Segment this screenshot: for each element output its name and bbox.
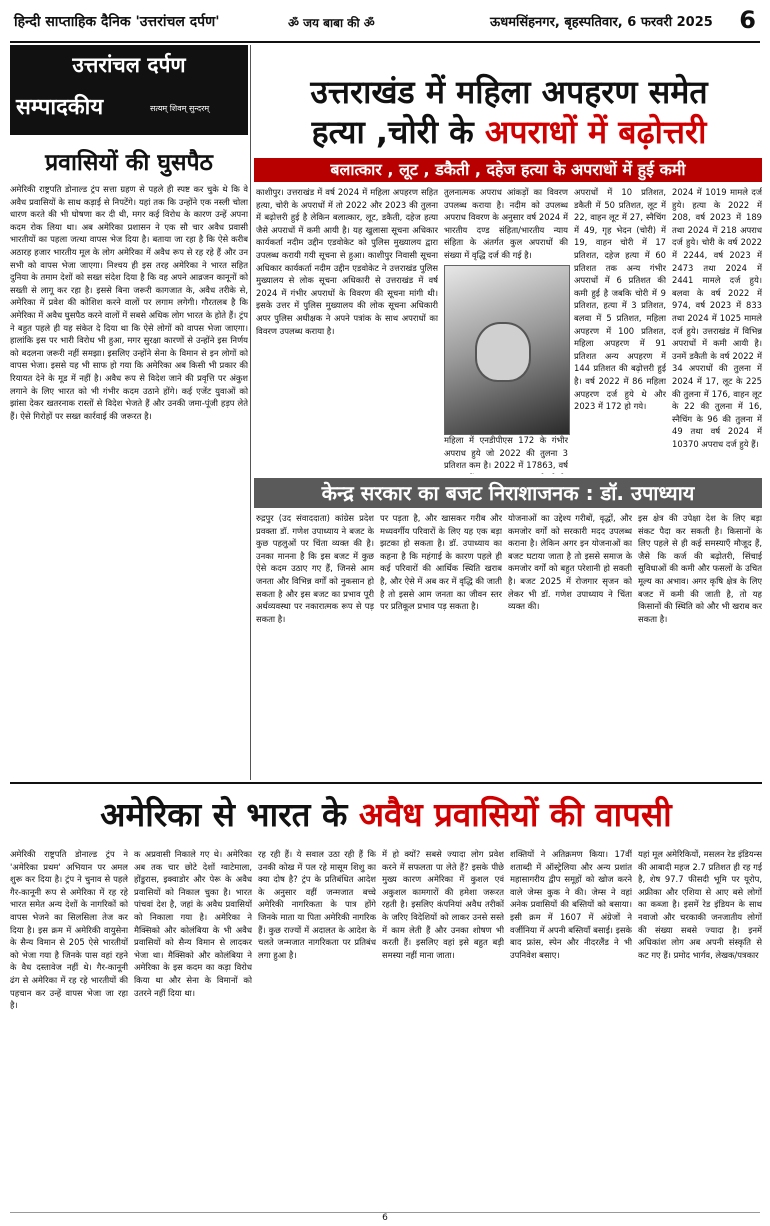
hand-shape (475, 322, 531, 382)
budget-column-4: इस क्षेत्र की उपेक्षा देश के लिए बड़ा संकट पैदा कर सकती है। किसानों के लिए पहले से ही कई समस्याएँ मौजूद हैं, जैसे कि कर्ज की बढ़ोतरी, सिंचाई सुविधाओं की कमी और फसलों के उचित मूल्य का अभाव। अगर कृषि क्षेत्र के लिए बजट में कमी की जाती है, तो यह किसानों की स्थिति को और भी खराब कर सकता है। (638, 513, 762, 624)
lead-photo-caption: महिला में एनडीपीएस 172 के गंभीर अपराध हुये जो 2022 की तुलना 3 प्रतिशत कम है। 2022 में 17863, वर्ष (444, 435, 568, 471)
lead-headline-line1: उत्तराखंड में महिला अपहरण समेत (310, 73, 708, 111)
story3-headline (10, 786, 762, 844)
story3-column-2: क अप्रवासी निकाले गए थे। अमेरिका अब तक चार छोटे देशों ग्वाटेमाला, होंडुरास, इक्वाडोर और पेरू के अवैध प्रवासियों को निकाल चुका है। भारत पांचवां देश है, जहां के अवैध प्रवासियों को निकाला गया है। अमेरिका ने मैक्सिको और कोलंबिया के भी अवैध प्रवासियों को सैन्य विमान से लादकर भेजा था। मैक्सिको और कोलंबिया ने अमेरिका के इस कदम का कड़ा विरोध किया था और सेना के विमानों को उतरने नहीं दिया था। (134, 849, 252, 998)
lead-photo (444, 265, 570, 435)
newspaper-name: हिन्दी साप्ताहिक दैनिक 'उत्तरांचल दर्पण' (14, 14, 220, 30)
header-motto: ॐ जय बाबा की ॐ (288, 16, 375, 30)
section-label: सम्पादकीय (16, 95, 104, 120)
story3-column-5: शक्तियों ने अतिक्रमण किया। 17वीं शताब्दी में ऑस्ट्रेलिया और अन्य प्रशांत महासागरीय द्वीप समूहों को खोज करने वाले जेम्स कुक ने की। जेम्स ने वहां अनेक प्रवासियों की बस्तियों को बसाया। इसी क्रम में 1607 में अंग्रेजों ने वर्जीनिया में अपनी बस्तियाँ बसाई। इसके बाद फ्रांस, स्पेन और नीदरलैंड ने भी उपनिवेश बसाए। (510, 849, 632, 960)
editorial-column (10, 45, 248, 771)
editorial-masthead (10, 45, 248, 135)
masthead-title: उत्तरांचल दर्पण (72, 53, 186, 77)
lead-headline-line2b: अपराधों में बढ़ोत्तरी (484, 113, 707, 151)
story3-headline-a: अमेरिका से भारत के (100, 795, 348, 834)
editorial-title: प्रवासियों की घुसपैठ (45, 150, 213, 176)
lead-column-3: अपराधों में 10 प्रतिशत, डकैती में 50 प्रतिशत, लूट में 22, वाहन लूट में 27, स्नैचिंग में 49, गृह भेदन (चोरी) में 19, वाहन चोरी में 17 प्रतिशत, दहेज हत्या में 60 प्रतिशत तक अन्य गंभीर अपराधों में 6 प्रतिशत की कमी हुई है जबकि चोरी में 9 प्रतिशत, हत्या में 3 प्रतिशत, बलवा में 5 प्रतिशत, महिला अपहरण में 100 प्रतिशत, महिला अपहरण में 91 प्रतिशत अन्य अपहरण में 144 प्रतिशत की बढ़ोत्तरी हुई है। वर्ष 2022 में 86 महिला अपहरण दर्ज हुये थे और 2023 में 172 हो गये। (574, 187, 666, 412)
lead-column-1: काशीपुर। उत्तराखंड में वर्ष 2024 में महिला अपहरण सहित हत्या, चोरी के अपराधों में तो 2022 और 2023 की तुलना में बढ़ोत्तरी हुई है लेकिन बलात्कार, लूट, डकैती, दहेज हत्या जैसे अपराधों में कमी आयी है। यह खुलासा सूचना अधिकार कार्यकर्ता नदीम उद्दीन एडवोकेट को पुलिस मुख्यालय द्वारा उपलब्ध करायी गयी सूचना से हुआ। काशीपुर निवासी सूचना अधिकार कार्यकर्ता नदीम उद्दीन एडवोकेट ने उत्तराखंड पुलिस मुख्यालय से लोक सूचना अधिकारी से उत्तराखंड में वर्ष 2024 में गंभीर अपराधों के विवरण की सूचना मांगी थी। इसके उत्तर में पुलिस मुख्यालय की लोक सूचना अधिकारी अपर पुलिस अधीक्षक ने अपने पत्रांक के साथ अपराधों का विवरण उपलब्ध कराया है। (256, 187, 438, 336)
budget-column-1: रुद्रपुर (उद संवाददाता) कांग्रेस प्रदेश प्रवक्ता डॉ. गणेश उपाध्याय ने बजट के कुछ पहलुओं पर चिंता व्यक्त की है। उनका मानना है कि इस बजट में कुछ ऐसे कदम उठाए गए हैं, जिनसे आम जनता और विभिन्न वर्गों को नुकसान हो सकता है और इस बजट का प्रभाव पूरी अर्थव्यवस्था पर नकारात्मक रूप से पड़ सकता है। (256, 513, 374, 624)
budget-column-2: पर पड़ता है, और खासकर गरीब और मध्यवर्गीय परिवारों के लिए यह एक बड़ा झटका हो सकता है। डॉ. उपाध्याय का कहना है कि महंगाई के कारण पहले ही कई परिवारों की आर्थिक स्थिति खराब है, और ऐसे में अब कर में वृद्धि की जाती है तो इससे आम जनता का जीवन स्तर पर प्रतिकूल प्रभाव पड़ सकता है। (380, 513, 502, 612)
editorial-text: अमेरिकी राष्ट्रपति डोनाल्ड ट्रंप सत्ता ग्रहण से पहले ही स्पष्ट कर चुके थे कि वे अवैध प्रवासियों के साथ कड़ाई से निपटेंगे। यहां तक कि उन्होंने एक नस्ली चोला धारण करते की भी घोषणा कर दी थी, मगर कई विरोध के कारण उन्हें अपना कदम रोक लिया था। अब अमेरिका प्रशासन ने एक सौ चार अवैध प्रवासी भारतीयों का पहला जत्था वापस भेज दिया है। बताया जा रहा है कि ऐसे करीब अठारह हजार भारतीय मूल के लोग अमेरिका में अवैध रूप से रह रहे हैं और उन सभी को वापस भेजा जाएगा। निश्चय ही इस तरह अमेरिका ने भारत सहित दुनिया के तमाम देशों को सख्त संदेश दिया है कि वह अपने आव्रजन कानूनों को सख्ती से लागू कर रहा है। इससे बिना जरूरी कागजात के, अवैध तरीके से, अमेरिका में प्रवेश की कोशिश करने वालों पर लगाम लगेगी। गौरतलब है कि अमेरिका में अवैध घुसपैठ करने वालों में सबसे अधिक लोग भारत के होते हैं। ट्रंप ने बहुत पहले ही यह संकेत दे दिया था कि ऐसे लोगों को वापस भेजा जाएगा। हालांकि इस पर भारी विरोध भी हुआ, मगर सुरक्षा कारणों से उन्होंने इस निर्णय को बदलना जरूरी नहीं समझा। इसलिए उन्होंने सेना के विमान से इन लोगों को वापस भेजा। इससे यह भी साफ हो गया कि अमेरिका अब किसी भी प्रकार की रियायत देने के मूड में नहीं है। अवैध रूप से विदेश जाने की प्रवृत्ति पर अंकुश लगाने के लिए भारत को भी गंभीर कदम उठाने होंगे। कई एजेंट युवाओं को झांसा देकर खतरनाक रास्तों से विदेश भेजते हैं और उनकी जमा-पूंजी हड़प लेते हैं। ऐसे गिरोहों पर सख्त कार्रवाई की जरूरत है। (10, 184, 248, 421)
motto: सत्यम् शिवम् सुन्दरम् (150, 104, 210, 113)
story3-column-6: यहां मूल अमेरिकियों, मसलन रेड इंडियन्स की आबादी महज 2.7 प्रतिशत ही रह गई है, शेष 97.7 फीसदी भूमि पर यूरोप, अफ्रीका और एशिया से आए बसे लोगों का कब्जा है। इसमें रेड इंडियन के साथ नवाजो और चरकाकी जनजातीय लोगों की संख्या सबसे ज्यादा है। इनमें अधिकांश लोग अब अपनी संस्कृति से कट गए हैं। प्रमोद भार्गव, लेखक/पत्रकार (638, 849, 762, 960)
column-divider (250, 45, 251, 780)
budget-column-3: योजनाओं का उद्देश्य गरीबों, वृद्धों, और कमजोर वर्गों को सरकारी मदद उपलब्ध कराना है। लेकिन अगर इन योजनाओं का बजट घटाया जाता है तो इससे समाज के कमजोर वर्गों को बहुत परेशानी हो सकती है। बजट 2025 में रोजगार सृजन को लेकर भी डॉ. गणेश उपाध्याय ने चिंता व्यक्त की। (508, 513, 632, 612)
lead-headline (255, 72, 763, 152)
story3-column-3: रह रही हैं। ये सवाल उठा रही हैं कि उनकी कोख में पल रहे मासूम शिशु का क्या दोष है? ट्रंप के प्रतिबंधित आदेश के अनुसार वहीं जन्मजात बच्चे अमेरिकी नागरिकता के पात्र होंगे जिनके माता या पिता अमेरिकी नागरिक हैं। कुछ राज्यों में अदालत के आदेश के चलते जन्मजात नागरिकता पर प्रतिबंध लगा हुआ है। (258, 849, 376, 960)
story3-headline-b: अवैध प्रवासियों की वापसी (358, 795, 672, 834)
lead-headline-line2a: हत्या ,चोरी के (311, 113, 474, 151)
lead-subheadline: बलात्कार , लूट , डकैती , दहेज हत्या के अपराधों में हुई कमी (254, 158, 762, 182)
page-footer: 6 (10, 1212, 760, 1223)
lead-column-2: तुलनात्मक अपराध आंकड़ों का विवरण उपलब्ध कराया है। नदीम को उपलब्ध अपराध विवरण के अनुसार वर्ष 2024 में भारतीय दण्ड संहिता/भारतीय न्याय संहिता के अंतर्गत कुल अपराधों की संख्या में वृद्धि दर्ज की गई है। (444, 187, 568, 260)
dateline: ऊधमसिंहनगर, बृहस्पतिवार, 6 फरवरी 2025 (490, 15, 713, 30)
page-header (10, 7, 760, 43)
budget-headline: केन्द्र सरकार का बजट निराशाजनक : डॉ. उपाध्याय (254, 478, 762, 508)
story3-column-1: अमेरिकी राष्ट्रपति डोनाल्ड ट्रंप ने 'अमेरिका प्रथम' अभियान पर अमल शुरू कर दिया है। ट्रंप ने चुनाव से पहले गैर-कानूनी रूप से अमेरिका में रह रहे भारत समेत अन्य देशों के नागरिकों को वापस भेजने का सिलसिला तेज कर दिया है। इस क्रम में अमेरिकी वायुसेना के सैन्य विमान से 205 ऐसे भारतीयों को भेजा गया है जिनके पास वहां रहने के वैध दस्तावेज नहीं थे। गैर-कानूनी ढंग से अमेरिका में रह रहे भारतीयों की पहचान कर उन्हें वापस भेजा जा रहा है। (10, 849, 128, 1011)
page-number: 6 (739, 6, 756, 34)
story3-column-4: में हो क्यों? सबसे ज्यादा लोग प्रवेश करने में सफलता पा लेते हैं? इसके पीछे मुख्य कारण अमेरिका में कुशल एवं अकुशल कामगारों की हमेशा जरूरत रहती है। इसलिए कंपनियां अवैध तरीकों के जरिए विदेशियों को लाकर उनसे सस्ते में काम लेती हैं और उनका शोषण भी करती हैं। इसलिए वहां इसे बहुत बड़ी समस्या नहीं माना जाता। (382, 849, 504, 960)
lead-column-4: 2024 में 1019 मामले दर्ज हुये। हत्या के 2022 में 208, वर्ष 2023 में 189 तथा 2024 में 218 अपराध दर्ज हुये। चोरी के वर्ष 2022 में 2244, वर्ष 2023 में 2473 तथा 2024 में 2441 मामले दर्ज हुये। बलवा के वर्ष 2022 में 974, वर्ष 2023 में 833 तथा 2024 में 1025 मामले दर्ज हुये। उत्तराखंड में विभिन्न अपराधों में कमी आयी है। उनमें डकैती के वर्ष 2022 में 34 अपराधों की तुलना में 2024 में 17, लूट के 225 की तुलना में 176, वाहन लूट के 22 की तुलना में 16, स्नैचिंग के 96 की तुलना में 49 तथा वर्ष 2024 में 10370 अपराध दर्ज हुये हैं। (672, 187, 762, 449)
section-rule (10, 782, 762, 784)
